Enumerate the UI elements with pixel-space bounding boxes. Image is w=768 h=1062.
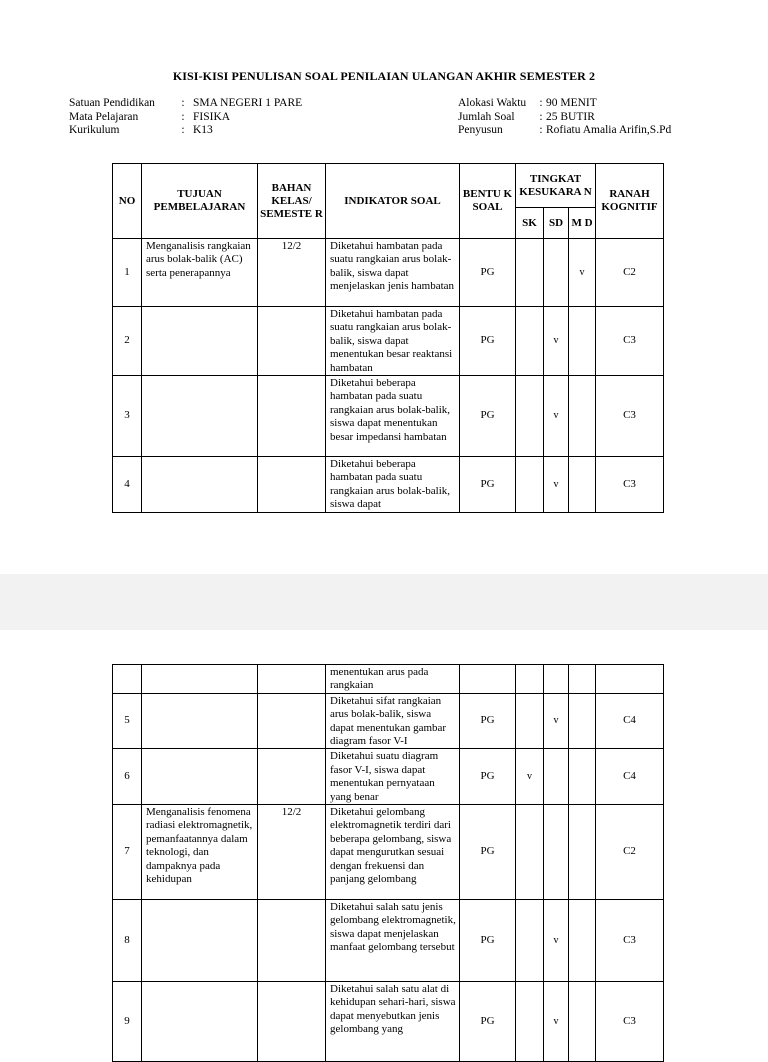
row-check-sk <box>516 693 544 749</box>
row-check-sd: v <box>544 982 569 1062</box>
row-tujuan <box>142 982 258 1062</box>
row-check-md <box>569 665 596 694</box>
row-bahan: 12/2 <box>258 239 326 307</box>
info-colon: : <box>539 97 543 109</box>
info-colon: : <box>539 124 543 136</box>
row-no: 8 <box>113 900 142 982</box>
row-indikator: Diketahui beberapa hambatan pada suatu rangkaian arus bolak-balik, siswa dapat <box>326 457 460 513</box>
info-label: Kurikulum <box>69 124 120 136</box>
row-tujuan: Menganalisis fenomena radiasi elektromagnetik, pemanfaatannya dalam teknologi, dan dampaknya pada kehidupan <box>142 805 258 900</box>
info-label: Alokasi Waktu <box>458 97 527 109</box>
info-row-jumlah-soal <box>458 111 671 125</box>
header-md: M D <box>569 208 596 239</box>
info-colon: : <box>181 124 185 136</box>
info-label: Mata Pelajaran <box>69 110 139 123</box>
document-page-2 <box>0 630 768 1036</box>
row-tujuan: Menganalisis rangkaian arus bolak-balik (AC) serta penerapannya <box>142 239 258 307</box>
row-no: 5 <box>113 693 142 749</box>
info-value: 25 BUTIR <box>546 110 595 123</box>
info-colon: : <box>181 97 185 109</box>
row-tujuan <box>142 307 258 376</box>
table-row <box>113 900 664 982</box>
row-check-sd: v <box>544 376 569 457</box>
row-check-sk <box>516 900 544 982</box>
row-indikator: Diketahui suatu diagram fasor V-I, siswa dapat menentukan pernyataan yang benar <box>326 749 460 805</box>
row-check-md <box>569 457 596 513</box>
info-label: Jumlah Soal <box>458 110 515 123</box>
row-bahan <box>258 900 326 982</box>
row-no: 4 <box>113 457 142 513</box>
row-tujuan <box>142 457 258 513</box>
page-separator <box>0 574 768 630</box>
row-check-sd: v <box>544 900 569 982</box>
header-tujuan: TUJUAN PEMBELAJARAN <box>142 164 258 239</box>
row-indikator: Diketahui hambatan pada suatu rangkaian arus bolak-balik, siswa dapat menjelaskan jenis hambatan <box>326 239 460 307</box>
row-ranah: C4 <box>596 693 664 749</box>
row-check-sd <box>544 805 569 900</box>
row-tujuan <box>142 665 258 694</box>
row-bahan <box>258 307 326 376</box>
row-bentuk: PG <box>460 457 516 513</box>
row-tujuan <box>142 376 258 457</box>
row-bahan: 12/2 <box>258 805 326 900</box>
header-indikator: INDIKATOR SOAL <box>326 164 460 239</box>
info-row-penyusun <box>458 124 671 138</box>
table-row <box>113 307 664 376</box>
row-check-sk <box>516 805 544 900</box>
header-tingkat: TINGKAT KESUKARA N <box>516 164 596 208</box>
info-label: Penyusun <box>458 124 503 136</box>
info-value: SMA NEGERI 1 PARE <box>193 97 303 109</box>
row-check-sd <box>544 665 569 694</box>
info-row-mata-pelajaran <box>69 111 302 125</box>
row-bahan <box>258 457 326 513</box>
row-ranah: C3 <box>596 307 664 376</box>
row-check-sk <box>516 307 544 376</box>
info-value: FISIKA <box>193 110 231 123</box>
row-check-sd <box>544 749 569 805</box>
row-no <box>113 665 142 694</box>
row-tujuan <box>142 900 258 982</box>
row-bentuk: PG <box>460 805 516 900</box>
info-colon: : <box>181 110 185 123</box>
row-indikator: menentukan arus pada rangkaian <box>326 665 460 694</box>
info-right <box>458 97 671 138</box>
document-title: KISI-KISI PENULISAN SOAL PENILAIAN ULANGAN AKHIR SEMESTER 2 <box>172 69 596 83</box>
row-indikator: Diketahui gelombang elektromagnetik terdiri dari beberapa gelombang, siswa dapat mengurutkan sesuai dengan frekuensi dan panjang gelombang <box>326 805 460 900</box>
header-bentuk: BENTU K SOAL <box>460 164 516 239</box>
info-value: K13 <box>193 124 213 136</box>
row-bentuk: PG <box>460 982 516 1062</box>
row-no: 7 <box>113 805 142 900</box>
table-row <box>113 457 664 513</box>
row-indikator: Diketahui salah satu jenis gelombang elektromagnetik, siswa dapat menjelaskan manfaat gelombang tersebut <box>326 900 460 982</box>
row-check-md <box>569 805 596 900</box>
row-check-md <box>569 982 596 1062</box>
row-bahan <box>258 376 326 457</box>
info-value: 90 MENIT <box>546 97 597 109</box>
row-bahan <box>258 665 326 694</box>
table-row <box>113 239 664 307</box>
row-check-sk <box>516 239 544 307</box>
table-row <box>113 749 664 805</box>
table-row <box>113 376 664 457</box>
row-no: 2 <box>113 307 142 376</box>
row-bentuk: PG <box>460 693 516 749</box>
row-ranah <box>596 665 664 694</box>
row-bentuk: PG <box>460 376 516 457</box>
info-label: Satuan Pendidikan <box>69 97 155 109</box>
row-check-sd: v <box>544 457 569 513</box>
table-row <box>113 805 664 900</box>
row-ranah: C4 <box>596 749 664 805</box>
row-check-sd: v <box>544 307 569 376</box>
row-ranah: C2 <box>596 805 664 900</box>
table-row <box>113 693 664 749</box>
table-row <box>113 982 664 1062</box>
info-row-kurikulum <box>69 124 302 138</box>
row-check-sd <box>544 239 569 307</box>
row-ranah: C3 <box>596 457 664 513</box>
row-bahan <box>258 749 326 805</box>
row-bentuk: PG <box>460 239 516 307</box>
table-row <box>113 665 664 694</box>
row-check-md <box>569 900 596 982</box>
header-bahan: BAHAN KELAS/ SEMESTE R <box>258 164 326 239</box>
info-left <box>69 97 302 138</box>
kisi-table-continued <box>112 664 664 1062</box>
row-check-md: v <box>569 239 596 307</box>
row-check-sk <box>516 376 544 457</box>
row-indikator: Diketahui sifat rangkaian arus bolak-balik, siswa dapat menentukan gambar diagram fasor V-I <box>326 693 460 749</box>
row-no: 6 <box>113 749 142 805</box>
row-check-sk <box>516 665 544 694</box>
header-no: NO <box>113 164 142 239</box>
row-indikator: Diketahui salah satu alat di kehidupan sehari-hari, siswa dapat menyebutkan jenis gelombang yang <box>326 982 460 1062</box>
row-ranah: C3 <box>596 982 664 1062</box>
row-check-sk <box>516 982 544 1062</box>
row-check-sk: v <box>516 749 544 805</box>
row-check-md <box>569 693 596 749</box>
header-ranah: RANAH KOGNITIF <box>596 164 664 239</box>
row-check-md <box>569 376 596 457</box>
info-colon: : <box>539 110 543 123</box>
row-tujuan <box>142 749 258 805</box>
kisi-table <box>112 163 664 513</box>
table-body-page-2 <box>113 665 664 1062</box>
row-indikator: Diketahui hambatan pada suatu rangkaian arus bolak-balik, siswa dapat menentukan besar reaktansi hambatan <box>326 307 460 376</box>
info-row-alokasi-waktu <box>458 97 671 111</box>
row-tujuan <box>142 693 258 749</box>
header-sd: SD <box>544 208 569 239</box>
row-check-sd: v <box>544 693 569 749</box>
row-bentuk: PG <box>460 749 516 805</box>
row-check-md <box>569 749 596 805</box>
row-bentuk <box>460 665 516 694</box>
row-ranah: C2 <box>596 239 664 307</box>
row-bahan <box>258 982 326 1062</box>
info-value: Rofiatu Amalia Arifin,S.Pd <box>546 124 672 136</box>
header-sk: SK <box>516 208 544 239</box>
row-ranah: C3 <box>596 376 664 457</box>
row-bentuk: PG <box>460 307 516 376</box>
info-row-satuan-pendidikan <box>69 97 302 111</box>
row-bentuk: PG <box>460 900 516 982</box>
row-check-sk <box>516 457 544 513</box>
row-bahan <box>258 693 326 749</box>
row-indikator: Diketahui beberapa hambatan pada suatu rangkaian arus bolak-balik, siswa dapat menentukan besar impedansi hambatan <box>326 376 460 457</box>
row-check-md <box>569 307 596 376</box>
row-no: 1 <box>113 239 142 307</box>
row-no: 3 <box>113 376 142 457</box>
row-no: 9 <box>113 982 142 1062</box>
row-ranah: C3 <box>596 900 664 982</box>
table-body-page-1 <box>113 239 664 513</box>
